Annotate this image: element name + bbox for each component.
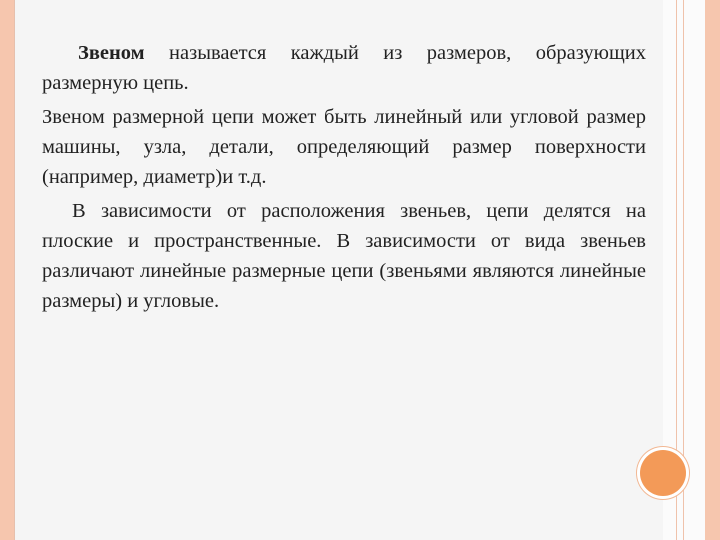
slide-body-text	[42, 38, 646, 320]
paragraph-definition-rest: называется каждый из размеров, образующих размерную цепь.	[42, 42, 646, 94]
decorative-circle	[640, 450, 686, 496]
decorative-rule-right	[683, 0, 684, 540]
bold-term: Звеном	[78, 42, 145, 64]
paragraph-chain-classification: В зависимости от расположения звеньев, цепи делятся на плоские и пространственные. В зависимости от вида звеньев различают линейные размерные цепи (звеньями являются линейные размеры) и угловые.	[42, 200, 646, 312]
paragraph-link-types: Звеном размерной цепи может быть линейный или угловой размер машины, узла, детали, определяющий размер поверхности (например, диаметр)и т.д.	[42, 106, 646, 188]
paragraph-definition	[42, 38, 646, 98]
